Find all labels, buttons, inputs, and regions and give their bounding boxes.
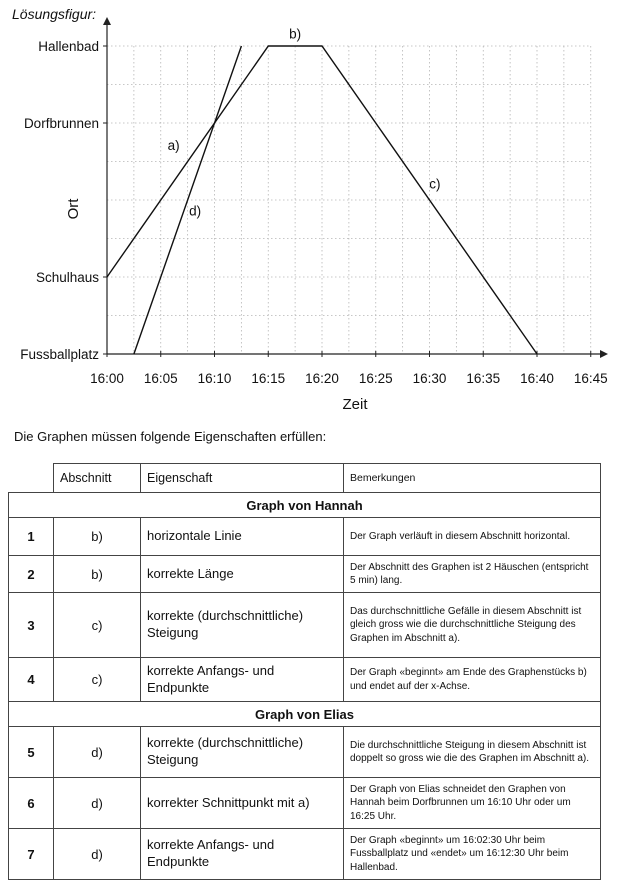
row-number: 7 [9, 829, 54, 880]
row-abschnitt: b) [54, 556, 141, 593]
row-eigenschaft: korrekte Anfangs- und Endpunkte [141, 658, 344, 702]
row-number: 5 [9, 727, 54, 778]
figure-heading: Lösungsfigur: [12, 6, 97, 22]
x-tick-label: 16:25 [358, 371, 393, 386]
y-tick-label: Schulhaus [35, 270, 99, 285]
y-axis-arrow [103, 17, 111, 25]
x-tick-label: 16:45 [573, 371, 608, 386]
row-number: 1 [9, 518, 54, 556]
intro-text: Die Graphen müssen folgende Eigenschaften erfüllen: [14, 429, 327, 444]
row-eigenschaft: korrekte (durchschnittliche) Steigung [141, 593, 344, 658]
row-abschnitt: d) [54, 829, 141, 880]
segment-label: a) [167, 137, 180, 153]
x-tick-label: 16:15 [251, 371, 286, 386]
table-row [9, 829, 601, 880]
section-row [9, 702, 601, 727]
header-abschnitt: Abschnitt [54, 464, 141, 493]
x-tick-label: 16:30 [412, 371, 447, 386]
row-number: 3 [9, 593, 54, 658]
section-title: Graph von Hannah [9, 493, 601, 518]
row-eigenschaft: horizontale Linie [141, 518, 344, 556]
row-bemerkungen: Der Graph «beginnt» um 16:02:30 Uhr beim Fussballplatz und «endet» um 16:12:30 Uhr beim Hallenbad. [344, 829, 601, 880]
table-row [9, 778, 601, 829]
x-tick-label: 16:20 [305, 371, 339, 386]
row-abschnitt: d) [54, 727, 141, 778]
section-title: Graph von Elias [9, 702, 601, 727]
x-tick-label: 16:40 [520, 371, 554, 386]
row-abschnitt: c) [54, 658, 141, 702]
row-eigenschaft: korrekte Länge [141, 556, 344, 593]
row-bemerkungen: Das durchschnittliche Gefälle in diesem Abschnitt ist gleich gross wie die durchschnittliche Steigung des Graphen im Abschnitt a). [344, 593, 601, 658]
segment-label: c) [429, 176, 441, 192]
x-tick-label: 16:05 [143, 371, 178, 386]
segment-label: b) [289, 26, 302, 42]
row-abschnitt: d) [54, 778, 141, 829]
y-tick-label: Dorfbrunnen [23, 116, 99, 131]
row-bemerkungen: Der Graph von Elias schneidet den Graphen von Hannah beim Dorfbrunnen um 16:10 Uhr oder um 16:25 Uhr. [344, 778, 601, 829]
criteria-table [8, 463, 601, 880]
table-row [9, 593, 601, 658]
y-tick-label: Hallenbad [38, 39, 99, 54]
segment-label: d) [189, 203, 202, 219]
table-row [9, 727, 601, 778]
row-eigenschaft: korrekte Anfangs- und Endpunkte [141, 829, 344, 880]
row-eigenschaft: korrekte (durchschnittliche) Steigung [141, 727, 344, 778]
row-abschnitt: c) [54, 593, 141, 658]
x-tick-label: 16:10 [197, 371, 232, 386]
header-eigenschaft: Eigenschaft [141, 464, 344, 493]
y-axis-label: Ort [65, 198, 82, 220]
section-row [9, 493, 601, 518]
table-header-row [9, 464, 601, 493]
row-number: 6 [9, 778, 54, 829]
x-tick-label: 16:35 [466, 371, 501, 386]
position-time-chart [0, 0, 635, 420]
row-bemerkungen: Der Abschnitt des Graphen ist 2 Häuschen (entspricht 5 min) lang. [344, 556, 601, 593]
table-row [9, 556, 601, 593]
header-bemerkungen: Bemerkungen [344, 464, 601, 493]
table-row [9, 518, 601, 556]
row-number: 4 [9, 658, 54, 702]
y-tick-label: Fussballplatz [20, 347, 99, 362]
row-bemerkungen: Der Graph verläuft in diesem Abschnitt horizontal. [344, 518, 601, 556]
row-bemerkungen: Die durchschnittliche Steigung in diesem Abschnitt ist doppelt so gross wie die des Graphen im Abschnitt a). [344, 727, 601, 778]
header-nr [9, 464, 54, 493]
row-eigenschaft: korrekter Schnittpunkt mit a) [141, 778, 344, 829]
x-axis-label: Zeit [342, 396, 368, 413]
row-bemerkungen: Der Graph «beginnt» am Ende des Graphenstücks b) und endet auf der x-Achse. [344, 658, 601, 702]
series-line-2 [134, 46, 242, 354]
row-number: 2 [9, 556, 54, 593]
x-tick-label: 16:00 [90, 371, 124, 386]
x-axis-arrow [600, 350, 608, 358]
row-abschnitt: b) [54, 518, 141, 556]
table-row [9, 658, 601, 702]
